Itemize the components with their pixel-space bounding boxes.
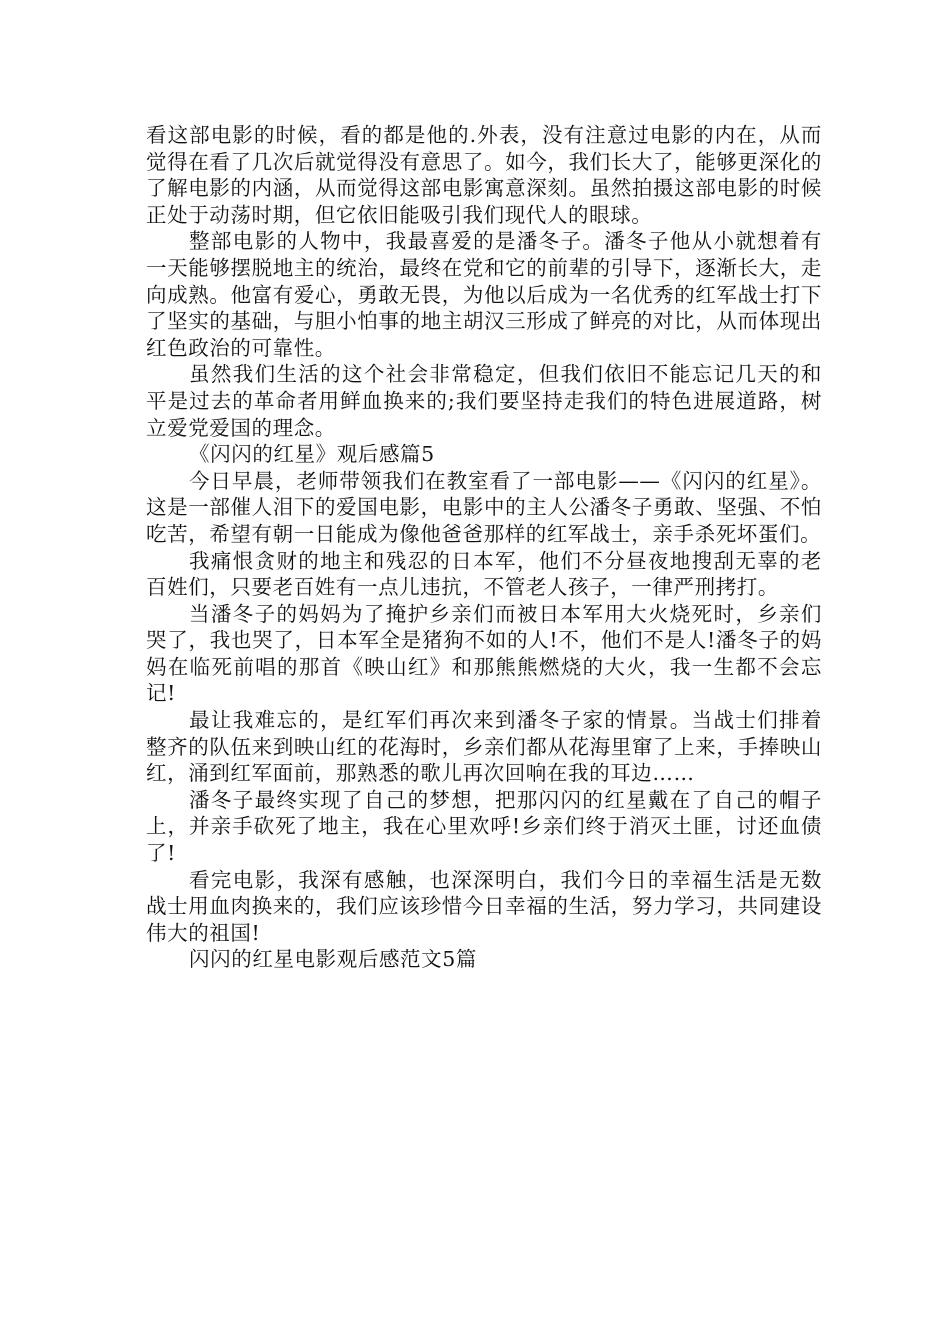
paragraph-8: 潘冬子最终实现了自己的梦想，把那闪闪的红星戴在了自己的帽子上，并亲手砍死了地主，我在心里欢呼!乡亲们终于消灭土匪，讨还血债了! <box>146 787 822 866</box>
paragraph-6: 当潘冬子的妈妈为了掩护乡亲们而被日本军用大火烧死时，乡亲们哭了，我也哭了，日本军全是猪狗不如的人!不，他们不是人!潘冬子的妈妈在临死前唱的那首《映山红》和那熊熊燃烧的大火，我一生都不会忘记! <box>146 601 822 706</box>
paragraph-3: 虽然我们生活的这个社会非常稳定，但我们依旧不能忘记几天的和平是过去的革命者用鲜血换来的;我们要坚持走我们的特色进展道路，树立爱党爱国的理念。 <box>146 362 822 440</box>
paragraph-2: 整部电影的人物中，我最喜爱的是潘冬子。潘冬子他从小就想着有一天能够摆脱地主的统治，最终在党和它的前辈的引导下，逐渐长大，走向成熟。他富有爱心，勇敢无畏，为他以后成为一名优秀的红军战士打下了坚实的基础，与胆小怕事的地主胡汉三形成了鲜亮的对比，从而体现出红色政治的可靠性。 <box>146 229 822 360</box>
paragraph-1: 看这部电影的时候，看的都是他的.外表，没有注意过电影的内在，从而觉得在看了几次后就觉得没有意思了。如今，我们长大了，能够更深化的了解电影的内涵，从而觉得这部电影寓意深刻。虽然拍摄这部电影的时候正处于动荡时期，但它依旧能吸引我们现代人的眼球。 <box>146 123 822 227</box>
paragraph-4: 今日早晨，老师带领我们在教室看了一部电影——《闪闪的红星》。这是一部催人泪下的爱国电影，电影中的主人公潘冬子勇敢、坚强、不怕吃苦，希望有朝一日能成为像他爸爸那样的红军战士，亲手杀死坏蛋们。 <box>146 468 822 546</box>
section-heading: 《闪闪的红星》观后感篇5 <box>189 442 435 467</box>
paragraph-9: 看完电影，我深有感触，也深深明白，我们今日的幸福生活是无数战士用血肉换来的，我们应该珍惜今日幸福的生活，努力学习，共同建设伟大的祖国! <box>146 867 822 945</box>
closing-title: 闪闪的红星电影观后感范文5篇 <box>189 947 477 972</box>
paragraph-5: 我痛恨贪财的地主和残忍的日本军，他们不分昼夜地搜刮无辜的老百姓们，只要老百姓有一点儿违抗，不管老人孩子，一律严刑拷打。 <box>146 548 822 600</box>
paragraph-7: 最让我难忘的，是红军们再次来到潘冬子家的情景。当战士们排着整齐的队伍来到映山红的花海时，乡亲们都从花海里窜了上来，手捧映山红，涌到红军面前，那熟悉的歌儿再次回响在我的耳边…… <box>146 708 822 786</box>
document-body <box>146 122 822 973</box>
